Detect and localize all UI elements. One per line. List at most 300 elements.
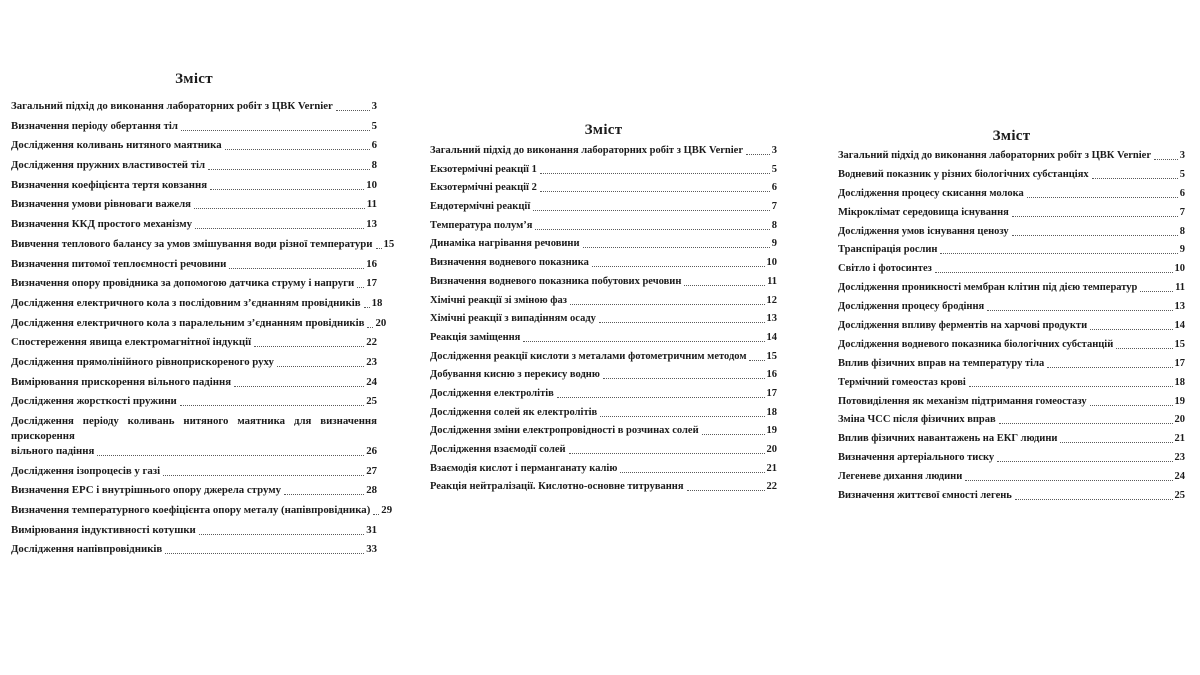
toc-entry-text: Дослідження умов існування ценозу	[838, 225, 1009, 237]
toc-page-number: 9	[1179, 244, 1185, 256]
toc-entry-row	[838, 281, 1185, 295]
toc-entry	[430, 387, 777, 401]
toc-entry-text: Визначення життєвої ємності легень	[838, 490, 1012, 502]
toc-entry-row	[430, 275, 777, 289]
toc-entry-row	[430, 480, 777, 494]
toc-entry	[11, 257, 377, 272]
toc-page-number: 31	[366, 523, 377, 536]
toc-entry-row	[838, 206, 1185, 220]
toc-entry-text: Ендотермічні реакції	[430, 201, 531, 213]
toc-page-number: 8	[771, 219, 777, 231]
toc-page-number: 17	[366, 277, 377, 290]
toc-entry-row	[838, 243, 1185, 257]
toc-entry	[11, 523, 377, 538]
toc-entry-text: Дослідження жорсткості пружини	[11, 395, 177, 408]
toc-page-number: 23	[1174, 452, 1185, 464]
toc-entry-text: Визначення періоду обертання тіл	[11, 119, 178, 132]
toc-entry-row	[838, 489, 1185, 503]
toc-entry	[430, 294, 777, 308]
toc-entry-text: Зміна ЧСС після фізичних вправ	[838, 414, 996, 426]
toc-entry	[838, 376, 1185, 390]
toc-page-number: 24	[1174, 471, 1185, 483]
toc-entry-text: Динаміка нагрівання речовини	[430, 238, 580, 250]
leader-dots	[965, 480, 1172, 481]
toc-page-number: 15	[383, 237, 395, 250]
toc-page-number: 5	[1179, 168, 1185, 180]
toc-entry-text: Загальний підхід до виконання лабораторних робіт з ЦВК Vernier	[11, 100, 333, 112]
leader-dots	[557, 397, 765, 398]
toc-entry	[430, 368, 777, 382]
leader-dots	[684, 285, 765, 286]
leader-dots	[583, 247, 770, 248]
toc-entry-row	[430, 163, 777, 177]
toc-entry-text: Дослідження напівпровідників	[11, 543, 163, 556]
toc-entry-row	[11, 316, 387, 331]
leader-dots	[1047, 367, 1172, 368]
toc-entry	[838, 243, 1185, 257]
toc-entry-text: Дослідження пружних властивостей тіл	[11, 159, 206, 172]
toc-entry-text: Світло і фотосинтез	[838, 263, 932, 275]
toc-entry	[430, 144, 777, 158]
leader-dots	[225, 149, 370, 150]
leader-dots	[357, 287, 364, 288]
leader-dots	[603, 378, 765, 379]
leader-dots	[987, 310, 1172, 311]
toc-entry-text: Дослідження електролітів	[430, 387, 554, 399]
toc-entry-text: Визначення умови рівноваги важеля	[11, 198, 192, 211]
leader-dots	[376, 248, 382, 249]
leader-dots	[1092, 178, 1178, 179]
leader-dots	[935, 272, 1173, 273]
toc-page-number: 13	[366, 218, 377, 231]
toc-entry-text: Дослідження проникності мембран клітин під дією температур	[838, 282, 1138, 294]
leader-dots	[1140, 291, 1173, 292]
toc-entry-text: Температура полум’я	[430, 219, 533, 231]
toc-entry	[11, 138, 377, 153]
toc-entry-text: Термічний гомеостаз крові	[838, 376, 966, 388]
toc-entry-text: Добування кисню з перекису водню	[430, 369, 600, 381]
toc-page-number: 13	[1174, 301, 1185, 313]
toc-entry	[11, 276, 377, 291]
toc-entry-text: Хімічні реакції зі зміною фаз	[430, 294, 567, 306]
toc-page-number: 33	[366, 543, 377, 556]
toc-page-number: 10	[366, 178, 377, 191]
toc-page-number: 6	[1179, 187, 1185, 199]
leader-dots	[284, 494, 364, 495]
toc-page-number: 11	[767, 275, 777, 287]
toc-entry-row	[430, 443, 777, 457]
toc-entry-row	[430, 350, 777, 364]
toc-entry-text: Дослідження електричного кола з паралельним з’єднанням провідників	[11, 316, 365, 329]
leader-dots	[1090, 329, 1172, 330]
toc-page-number: 18	[766, 406, 777, 418]
toc-entry	[430, 480, 777, 494]
toc-entry-text: Транспірація рослин	[838, 244, 938, 256]
toc-entry-row	[838, 262, 1185, 276]
toc-entry	[838, 168, 1185, 182]
toc-entry	[430, 424, 777, 438]
toc-entry	[11, 316, 387, 331]
leader-dots	[254, 346, 364, 347]
leader-dots	[592, 266, 765, 267]
toc-entry	[430, 350, 777, 364]
toc-entry-row	[838, 470, 1185, 484]
toc-entry-row	[430, 144, 777, 158]
toc-entries	[838, 149, 1185, 503]
toc-entry	[838, 281, 1185, 295]
toc-entry-text: Вплив фізичних навантажень на ЕКГ людини	[838, 433, 1058, 445]
toc-entry-row	[838, 395, 1185, 409]
toc-entry-row	[430, 387, 777, 401]
toc-entry	[11, 335, 377, 350]
toc-entry-text: Вимірювання прискорення вільного падіння	[11, 375, 232, 388]
leader-dots	[234, 386, 364, 387]
toc-entry	[838, 225, 1185, 239]
toc-entry-text: Реакція нейтралізації. Кислотно-основне титрування	[430, 481, 684, 493]
toc-title: Зміст	[175, 71, 213, 87]
toc-page-number: 3	[371, 100, 377, 112]
toc-entry-text: Дослідження коливань нитяного маятника	[11, 139, 222, 152]
toc-entry-row	[11, 138, 377, 153]
toc-entry-row	[838, 168, 1185, 182]
toc-entry-row	[838, 376, 1185, 390]
toc-entry-row	[11, 276, 377, 291]
leader-dots	[194, 208, 365, 209]
leader-dots	[1012, 235, 1178, 236]
leader-dots	[163, 475, 364, 476]
toc-entry	[838, 413, 1185, 427]
toc-entry	[11, 296, 383, 311]
toc-entry	[838, 206, 1185, 220]
toc-entry	[11, 542, 377, 557]
toc-entry	[838, 149, 1185, 163]
leader-dots	[165, 553, 364, 554]
toc-page-number: 5	[371, 119, 377, 132]
toc-page-physics	[11, 70, 395, 562]
leader-dots	[999, 423, 1173, 424]
toc-entry	[11, 503, 393, 518]
toc-page-number: 18	[1174, 376, 1185, 388]
toc-page-number: 12	[766, 294, 777, 306]
toc-entry	[11, 483, 377, 498]
toc-entry	[430, 219, 777, 233]
toc-entry	[838, 395, 1185, 409]
toc-entry-row	[430, 331, 777, 345]
toc-entry-text: Визначення питомої теплоємності речовини	[11, 257, 227, 270]
toc-page-number: 23	[366, 355, 377, 368]
toc-entry-text: Вимірювання індуктивності котушки	[11, 523, 196, 536]
toc-entry-text: Дослідження впливу ферментів на харчові продукти	[838, 320, 1088, 332]
toc-page-number: 29	[381, 504, 393, 517]
toc-entry-row	[11, 375, 377, 390]
leader-dots	[1154, 159, 1178, 160]
toc-entry-row	[11, 464, 377, 479]
toc-entry	[11, 237, 395, 252]
leader-dots	[1090, 405, 1173, 406]
toc-entry-row	[430, 181, 777, 195]
toc-page-number: 19	[1174, 395, 1185, 407]
toc-entry	[430, 275, 777, 289]
toc-page-number: 22	[366, 336, 377, 349]
toc-entry	[11, 414, 377, 459]
leader-dots	[940, 253, 1177, 254]
toc-entry-text: Дослідження ізопроцесів у газі	[11, 464, 161, 477]
toc-entry-text: Дослідження взаємодії солей	[430, 444, 566, 455]
toc-entry-text: Дослідження солей як електролітів	[430, 406, 598, 418]
leader-dots	[180, 405, 364, 406]
toc-page-number: 11	[366, 198, 377, 211]
leader-dots	[620, 472, 764, 473]
toc-page-number: 16	[366, 257, 377, 270]
toc-entry-text: Спостереження явища електромагнітної індукції	[11, 336, 252, 349]
toc-entry	[11, 217, 377, 232]
toc-entry	[838, 432, 1185, 446]
leader-dots	[600, 416, 764, 417]
toc-entry-text: Визначення водневого показника	[430, 257, 589, 269]
toc-entry-row	[430, 462, 777, 476]
toc-entry	[838, 300, 1185, 314]
toc-entry	[430, 256, 777, 270]
toc-entry-row	[838, 338, 1185, 352]
leader-dots	[1027, 197, 1178, 198]
toc-entry	[430, 200, 777, 214]
toc-entry-text: Дослідження прямолінійного рівноприскореного руху	[11, 355, 274, 368]
toc-entry	[838, 451, 1185, 465]
leader-dots	[749, 360, 764, 361]
toc-entry	[11, 197, 377, 212]
leader-dots	[535, 229, 769, 230]
toc-page-number: 6	[771, 182, 777, 194]
toc-entry-row	[11, 99, 377, 114]
toc-entry-row	[838, 300, 1185, 314]
toc-page-number: 15	[766, 350, 777, 362]
toc-entry	[430, 462, 777, 476]
toc-entry-row	[430, 219, 777, 233]
toc-page-number: 9	[771, 238, 777, 250]
toc-entry-row	[11, 444, 377, 459]
toc-page-number: 11	[1175, 282, 1185, 294]
toc-entry-row	[11, 542, 377, 557]
toc-page-number: 27	[366, 464, 377, 477]
toc-page-number: 24	[366, 375, 377, 388]
toc-page-number: 17	[1174, 357, 1185, 369]
toc-page-number: 16	[766, 369, 777, 381]
toc-entry-row	[430, 294, 777, 308]
toc-entry-row	[838, 187, 1185, 201]
toc-page-number: 20	[375, 316, 387, 329]
toc-entry	[11, 394, 377, 409]
toc-entry-text: Реакція заміщення	[430, 331, 521, 343]
toc-page-number: 14	[766, 331, 777, 343]
leader-dots	[569, 453, 765, 454]
toc-entry	[430, 443, 777, 457]
toc-entry-text: Визначення ККД простого механізму	[11, 218, 193, 231]
leader-dots	[364, 307, 370, 308]
toc-entries	[430, 144, 777, 494]
leader-dots	[599, 322, 765, 323]
toc-entry	[838, 357, 1185, 371]
leader-dots	[687, 490, 765, 491]
toc-page-number: 7	[1179, 206, 1185, 218]
toc-entry-row	[11, 237, 395, 252]
toc-entry-row	[838, 225, 1185, 239]
toc-page-number: 14	[1174, 320, 1185, 332]
toc-entry-row	[838, 451, 1185, 465]
leader-dots	[702, 434, 765, 435]
toc-entry-text: Загальний підхід до виконання лабораторних робіт з ЦВК Vernier	[430, 145, 743, 156]
toc-entry	[838, 319, 1185, 333]
toc-entry-text: Визначення водневого показника побутових речовин	[430, 275, 682, 287]
toc-entry-text: Визначення опору провідника за допомогою датчика струму і напруги	[11, 277, 355, 290]
toc-entry-row	[11, 523, 377, 538]
toc-page-number: 25	[1174, 490, 1185, 502]
toc-entry-text: Вплив фізичних вправ на температуру тіла	[838, 357, 1045, 369]
toc-entry	[430, 312, 777, 326]
leader-dots	[97, 455, 364, 456]
toc-entry-row	[11, 355, 377, 370]
toc-entry-row	[11, 178, 377, 193]
toc-page-number: 17	[766, 387, 777, 399]
toc-entry-row	[430, 200, 777, 214]
toc-entry-text: Взаємодія кислот і перманганату калію	[430, 462, 618, 474]
toc-entry	[430, 331, 777, 345]
toc-entry-text: Загальний підхід до виконання лабораторних робіт з ЦВК Vernier	[838, 150, 1151, 161]
toc-page-number: 20	[766, 444, 777, 455]
toc-entry-row	[838, 413, 1185, 427]
toc-entry-row	[430, 424, 777, 438]
leader-dots	[210, 189, 364, 190]
toc-entry-text: Екзотермічні реакції 2	[430, 182, 537, 194]
toc-entry-text: Визначення температурного коефіцієнта опору металу (напівпровідника)	[11, 504, 371, 517]
toc-page-number: 8	[1179, 225, 1185, 237]
toc-entry-text: Дослідження періоду коливань нитяного маятника для визначення прискорення	[11, 415, 377, 442]
toc-entry-row	[430, 312, 777, 326]
leader-dots	[570, 304, 765, 305]
toc-entry-row	[838, 357, 1185, 371]
toc-entry	[11, 375, 377, 390]
toc-entry	[11, 464, 377, 479]
toc-entry-text: Водневий показник у різних біологічних субстанціях	[838, 168, 1089, 180]
toc-entry-row	[838, 149, 1185, 163]
toc-entry-row	[11, 257, 377, 272]
toc-entry-text: Хімічні реакції з випадінням осаду	[430, 313, 596, 325]
toc-entry-row	[430, 256, 777, 270]
toc-entry-row	[430, 368, 777, 382]
toc-entry-text: вільного падіння	[11, 445, 95, 457]
toc-page-number: 20	[1174, 414, 1185, 426]
toc-entry-row	[11, 119, 377, 134]
toc-page-number: 10	[1174, 263, 1185, 275]
toc-entry-text: Дослідження водневого показника біологічних субстанцій	[838, 338, 1114, 350]
toc-page-number: 19	[766, 425, 777, 437]
toc-entry-row	[838, 432, 1185, 446]
toc-entries	[11, 99, 395, 557]
toc-page-chemistry	[430, 121, 777, 499]
toc-entry-row	[11, 158, 377, 173]
toc-entry-text: Вивчення теплового балансу за умов змішування води різної температури	[11, 237, 373, 250]
toc-entry-text: Визначення ЕРС і внутрішнього опору джерела струму	[11, 484, 281, 497]
leader-dots	[746, 154, 770, 155]
toc-entry	[838, 187, 1185, 201]
leader-dots	[367, 327, 373, 328]
leader-dots	[1116, 348, 1172, 349]
toc-entry-row	[11, 335, 377, 350]
toc-entry-row	[11, 197, 377, 212]
toc-page-number: 21	[1174, 433, 1185, 445]
toc-page-number: 22	[766, 481, 777, 493]
toc-entry	[838, 489, 1185, 503]
leader-dots	[199, 534, 364, 535]
toc-page-number: 13	[766, 313, 777, 325]
toc-entry-row	[430, 406, 777, 420]
toc-entry	[838, 338, 1185, 352]
toc-entry	[11, 119, 377, 134]
toc-entry-text: Потовиділення як механізм підтримання гомеостазу	[838, 395, 1087, 407]
toc-entry	[11, 158, 377, 173]
toc-title: Зміст	[584, 122, 623, 138]
leader-dots	[969, 386, 1173, 387]
toc-page-number: 7	[771, 201, 777, 213]
toc-page-number: 28	[366, 484, 377, 497]
toc-entry	[430, 406, 777, 420]
toc-entry-text: Екзотермічні реакції 1	[430, 163, 537, 175]
toc-page-number: 21	[766, 462, 777, 474]
leader-dots	[336, 110, 370, 111]
toc-page-number: 18	[371, 296, 383, 309]
toc-entry	[11, 178, 377, 193]
leader-dots	[195, 228, 364, 229]
toc-entry-row	[11, 296, 383, 311]
toc-entry-text: Дослідження процесу бродіння	[838, 301, 985, 313]
leader-dots	[208, 169, 370, 170]
toc-entry	[11, 99, 377, 114]
leader-dots	[523, 341, 764, 342]
leader-dots	[1015, 499, 1173, 500]
toc-entry-row	[11, 483, 377, 498]
toc-page-number: 15	[1174, 338, 1185, 350]
toc-entry-text: Дослідження електричного кола з послідовним з’єднанням провідників	[11, 296, 361, 309]
toc-page-number: 26	[366, 445, 377, 457]
leader-dots	[1060, 442, 1172, 443]
toc-entry	[11, 355, 377, 370]
toc-entry-text: Дослідження процесу скисання молока	[838, 187, 1024, 199]
toc-entry	[430, 181, 777, 195]
leader-dots	[540, 173, 770, 174]
toc-page-biology	[838, 127, 1185, 508]
leader-dots	[997, 461, 1172, 462]
leader-dots	[540, 191, 770, 192]
toc-entry-row	[11, 394, 377, 409]
toc-entry-row	[11, 217, 377, 232]
leader-dots	[1012, 216, 1178, 217]
toc-page-number: 5	[771, 163, 777, 175]
toc-entry-row	[430, 237, 777, 251]
toc-page-number: 8	[371, 159, 377, 172]
toc-title: Зміст	[992, 128, 1031, 144]
toc-entry	[838, 470, 1185, 484]
leader-dots	[277, 366, 364, 367]
toc-page-number: 3	[1179, 150, 1185, 161]
leader-dots	[373, 514, 379, 515]
toc-page-number: 3	[771, 145, 777, 156]
leader-dots	[229, 268, 364, 269]
toc-entry-text: Визначення коефіцієнта тертя ковзання	[11, 178, 208, 191]
toc-page-number: 6	[371, 139, 377, 152]
toc-entry-text: Дослідження реакції кислоти з металами фотометричним методом	[430, 350, 747, 362]
toc-entry-text: Дослідження зміни електропровідності в розчинах солей	[430, 425, 699, 437]
toc-entry	[838, 262, 1185, 276]
toc-entry-text: Легеневе дихання людини	[838, 471, 963, 483]
